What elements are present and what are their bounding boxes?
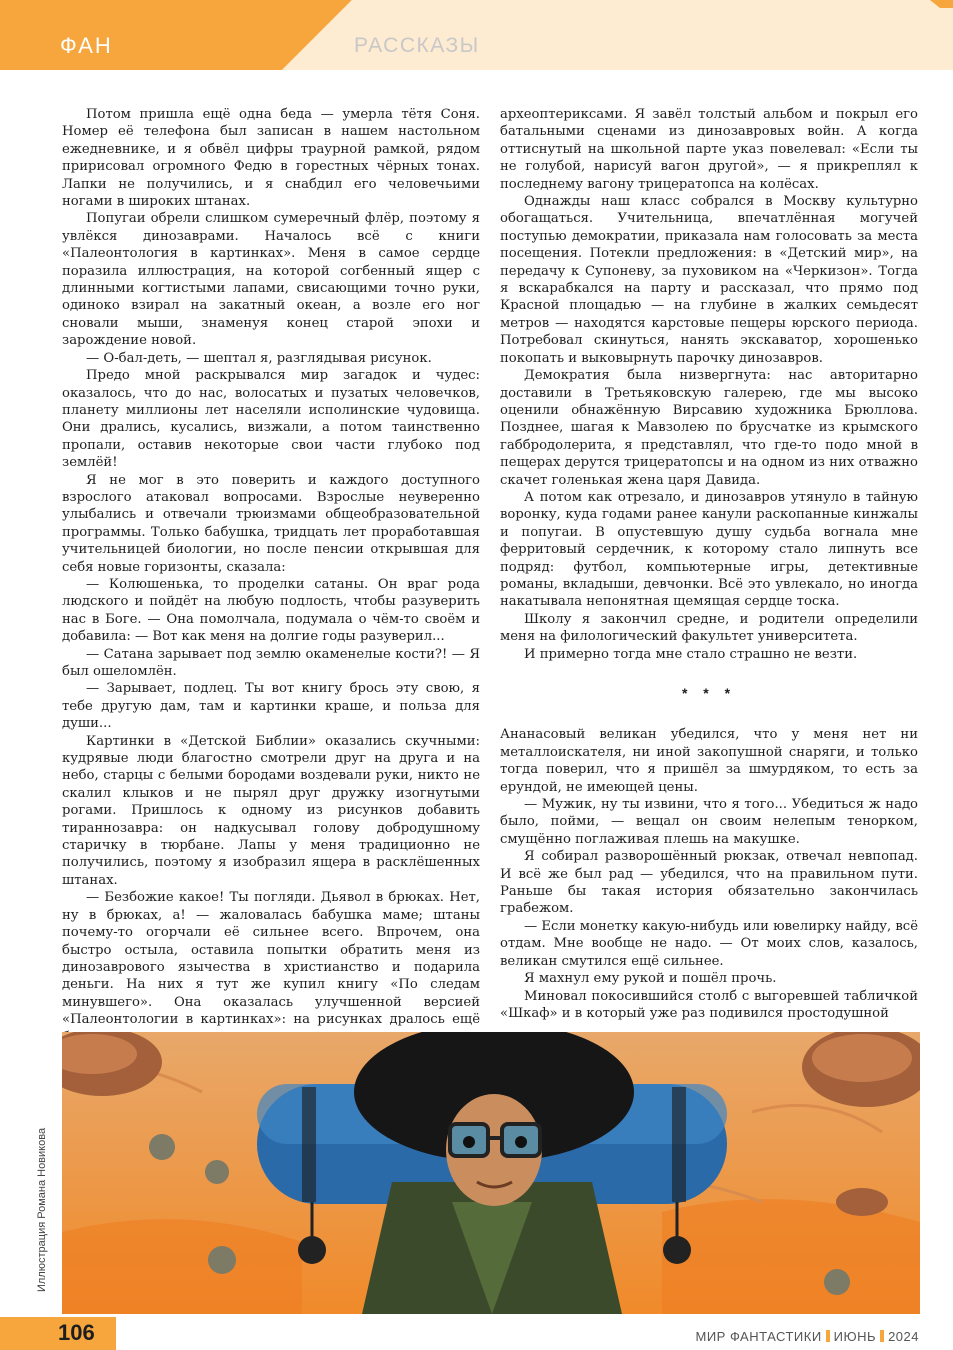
paragraph: Потом пришла ещё одна беда — умерла тётя Соня. Номер её телефона был записан в нашем настольном ежедневнике, и я обвёл цифры траурной рамкой, рядом пририсовал огромного Федю в горестных чёрных тонах. Лапки не получились, и я снабдил его человечьими ногами в широких штанах. [62, 107, 480, 210]
separator-bar [826, 1330, 830, 1342]
illustration-artwork [62, 1032, 920, 1314]
rubric-label[interactable]: РАССКАЗЫ [354, 34, 480, 57]
footer-magazine-info [696, 1329, 920, 1344]
issue-month: ИЮНЬ [833, 1329, 877, 1344]
paragraph: Однажды наш класс собрался в Москву культурно обогащаться. Учительница, впечатлённая могучей поступью демократии, приказала нам голосовать за места посещения. Потекли предложения: в «Детский мир», на передачу к Супоневу, за пуховиком на «Черкизон». Тогда я вскарабкался на парту и рассказал, что прямо под Красной площадью — на глубине в жалких семьдесят метров — находятся карстовые пещеры юрского периода. Потребовал скинуться, нанять экскаватор, хорошенько покопать и выковырнуть парочку динозавров. [500, 194, 918, 366]
paragraph: — Зарывает, подлец. Ты вот книгу брось эту свою, я тебе другую дам, там и картинки краше, и польза для души... [62, 681, 480, 732]
section-label[interactable]: ФАН [60, 33, 113, 58]
paragraph: Школу я закончил средне, и родители определили меня на филологический факультет университета. [500, 611, 918, 645]
article-column-left [62, 106, 480, 1116]
paragraph: — Безбожие какое! Ты погляди. Дьявол в брюках. Нет, ну в брюках, а! — жаловалась бабушка маме; штаны почему-то огорчали её сильнее всего. Впрочем, она быстро остыла, оставила попытки обратить меня из динозаврового язычества в христианство и подарила деньги. На них я тут же купил книгу «По следам минувшего». Она оказалась улучшенной версией «Палеонтологии в картинках»: на рисунках дралось ещё [62, 890, 480, 1028]
story-illustration [62, 1032, 920, 1314]
paragraph: Я собирал разворошённый рюкзак, отвечал невпопад. И всё же был рад — убедился, что на правильном пути. Раньше бы такая история обязательно закончилась грабежом. [500, 849, 918, 917]
paragraph: Я махнул ему рукой и пошёл прочь. [524, 971, 777, 987]
paragraph: археоптериксами. Я завёл толстый альбом и покрыл его батальными сценами из динозавровых войн. А когда оттиснутый на школьной парте указ повелевал: «Если ты не голубой, нарисуй вагон другой», — я прикреплял к последнему вагону трицератопса на колёсах. [500, 107, 918, 192]
page-number: 106 [58, 1320, 95, 1345]
paragraph: Демократия была низвергнута: нас авторитарно доставили в Третьяковскую галерею, где мы высоко оценили обнажённую Вирсавию художника Брюллова. Позднее, шагая к Мавзолею по брусчатке из крымского габбродолерита, я представлял, что где-то подо мной в пещерах дерутся трицератопсы и на одном из них отважно скачет голенькая жена царя Давида. [500, 368, 918, 488]
paragraph: — Колюшенька, то проделки сатаны. Он враг рода людского и пойдёт на любую подлость, чтобы разуверить нас в Боге. — Она помолчала, подумала о чём-то своём и добавила: — Вот как меня на долгие годы разуверил... [62, 576, 480, 645]
paragraph: — Если монетку какую-нибудь или ювелирку найду, всё отдам. Мне вообще не надо. — От моих слов, казалось, великан смутился ещё сильнее. [500, 918, 918, 969]
paragraph: Миновал покосившийся столб с выгоревшей табличкой «Шкаф» и в который уже раз подивился простодушной [500, 988, 918, 1021]
paragraph: А потом как отрезало, и динозавров утянуло в тайную воронку, куда годами ранее канули раскопанные кинжалы и попугаи. В опустевшую душу судьба вогнала мне ферритовый сердечник, к которому стало липнуть все подряд: футбол, компьютерные игры, детективные романы, вкладыши, девчонки. Всё это увлекало, но иногда накатывала непонятная щемящая сердце тоска. [500, 489, 918, 610]
magazine-name: МИР ФАНТАСТИКИ [695, 1329, 822, 1344]
paragraph: — Мужик, ну ты извини, что я того... Убедиться ж надо было, пойми, — вещал он своим нелепым тенорком, смущённо поглаживая плешь на макушке. [500, 797, 918, 847]
separator-bar [880, 1330, 884, 1342]
paragraph: Ананасовый великан убедился, что у меня нет ни металлоискателя, ни иной закопушной снаряги, и только тогда поверил, что я пришёл за шмурдяком, то есть за ерундой, не имеющей цены. [500, 727, 918, 795]
paragraph: И примерно тогда мне стало страшно не везти. [524, 646, 858, 662]
issue-year: 2024 [888, 1329, 919, 1344]
paragraph: — О-бал-деть, — шептал я, разглядывая рисунок. [86, 350, 432, 366]
paragraph: Предо мной раскрывался мир загадок и чудес: оказалось, что до нас, волосатых и пузатых человечков, планету миллионы лет населяли исполинские чудовища. Они дрались, кусались, визжали, а потом таинственно пропали, оставив некоторые свои части глубоко под землёй! [62, 368, 480, 471]
paragraph: Попугаи обрели слишком сумеречный флёр, поэтому я увлёкся динозаврами. Началось всё с книги «Палеонтология в картинках». Меня в самое сердце поразила иллюстрация, на которой согбенный ящер с длинными когтистыми лапами, свисающими точно руки, одиноко взирал на закатный океан, а возле его ног сновали мыши, знаменуя конец старой эпохи и зарождение новой. [62, 211, 480, 349]
illustration-credit: Иллюстрация Романа Новикова [36, 1127, 48, 1292]
section-separator: * * * [681, 685, 737, 701]
paragraph: — Сатана зарывает под землю окаменелые кости?! — Я был ошеломлён. [62, 646, 480, 679]
paragraph: Я не мог в это поверить и каждого доступного взрослого атаковал вопросами. Взрослые неуверенно улыбались и отвечали трюизмами общеобразовательной программы. Только бабушка, тридцать лет проработавшая учительницей биологии, но после пенсии открывшая для себя новые горизонты, сказала: [62, 472, 480, 575]
paragraph: Картинки в «Детской Библии» оказались скучными: кудрявые люди благостно смотрели друг на друга и на небо, старцы с белыми бородами воздевали руки, никто не скалил клыков и не пырял друг дружку изогнутыми рогами. Пришлось к одному из рисунков добавить тираннозавра: он надкусывал голову добродушному старичку в тюрбане. Лапы у меня традиционно не получились, поэтому я изобразил ящера в расклёшенных штанах. [62, 733, 480, 888]
article-column-right [500, 106, 918, 1022]
